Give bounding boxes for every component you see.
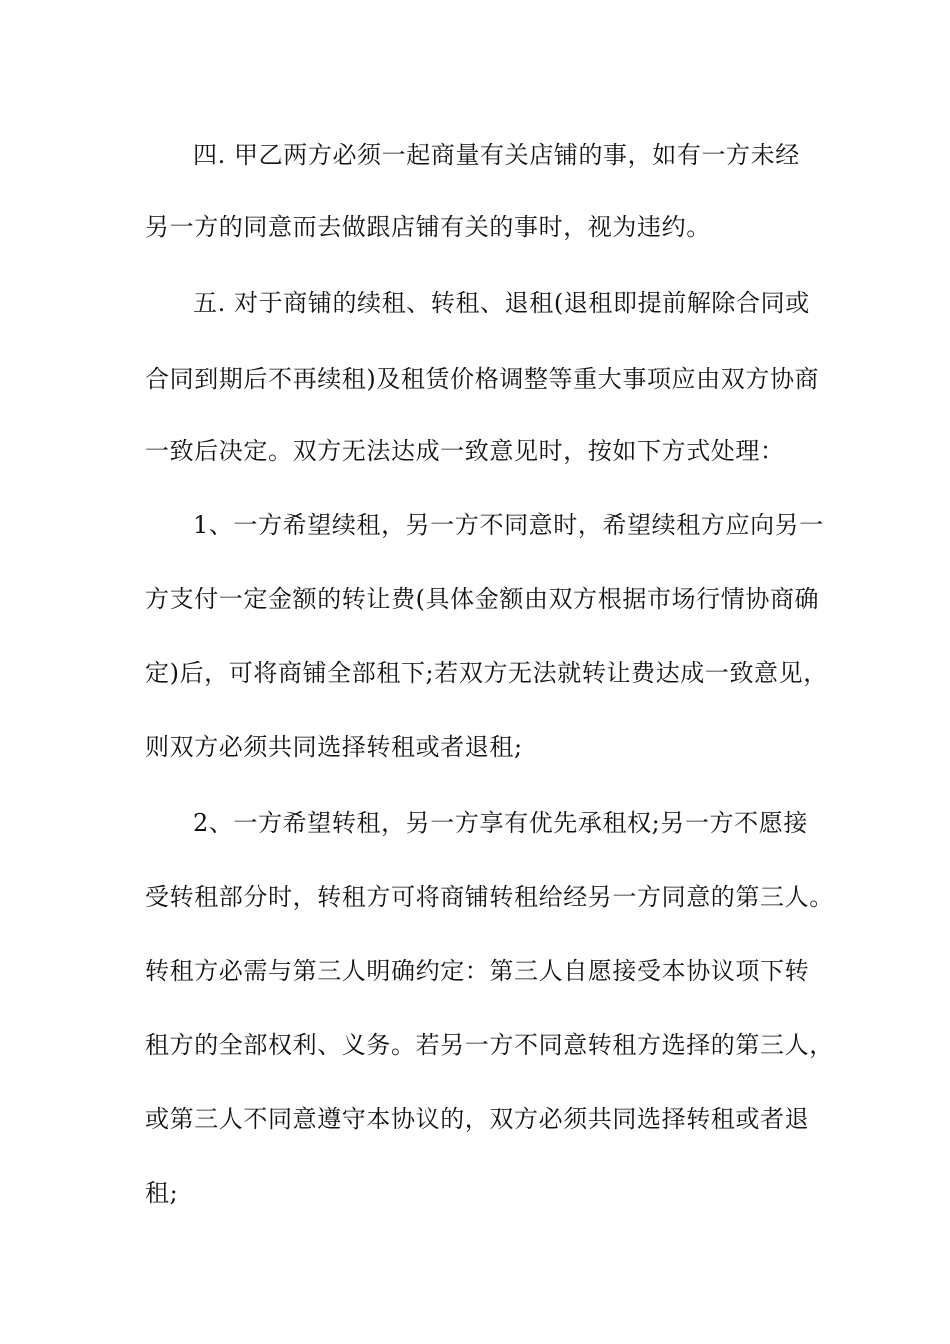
item-2-line-1: 2、一方希望转租，另一方享有优先承租权;另一方不愿接 bbox=[193, 809, 808, 837]
item-2-line-4: 租方的全部权利、义务。若另一方不同意转租方选择的第三人， bbox=[145, 1031, 834, 1059]
paragraph-4-line-1: 四. 甲乙两方必须一起商量有关店铺的事，如有一方未经 bbox=[193, 141, 800, 169]
item-2-line-5: 或第三人不同意遵守本协议的，双方必须共同选择转租或者退 bbox=[145, 1105, 810, 1133]
item-2-line-6: 租; bbox=[145, 1179, 179, 1207]
item-2-line-2: 受转租部分时，转租方可将商铺转租给经另一方同意的第三人。 bbox=[145, 883, 834, 911]
paragraph-4-line-2: 另一方的同意而去做跟店铺有关的事时，视为违约。 bbox=[145, 213, 711, 241]
item-2-line-3: 转租方必需与第三人明确约定：第三人自愿接受本协议项下转 bbox=[145, 957, 810, 985]
item-1-line-3: 定)后，可将商铺全部租下;若双方无法就转让费达成一致意见， bbox=[145, 659, 828, 687]
item-1-line-2: 方支付一定金额的转让费(具体金额由双方根据市场行情协商确 bbox=[145, 585, 820, 613]
paragraph-5-line-3: 一致后决定。双方无法达成一致意见时，按如下方式处理： bbox=[145, 437, 785, 465]
paragraph-5-line-1: 五. 对于商铺的续租、转租、退租(退租即提前解除合同或 bbox=[193, 289, 810, 317]
paragraph-5-line-2: 合同到期后不再续租)及租赁价格调整等重大事项应由双方协商 bbox=[145, 365, 820, 393]
item-1-line-4: 则双方必须共同选择转租或者退租; bbox=[145, 733, 523, 761]
item-1-line-1: 1、一方希望续租，另一方不同意时，希望续租方应向另一 bbox=[193, 511, 824, 539]
